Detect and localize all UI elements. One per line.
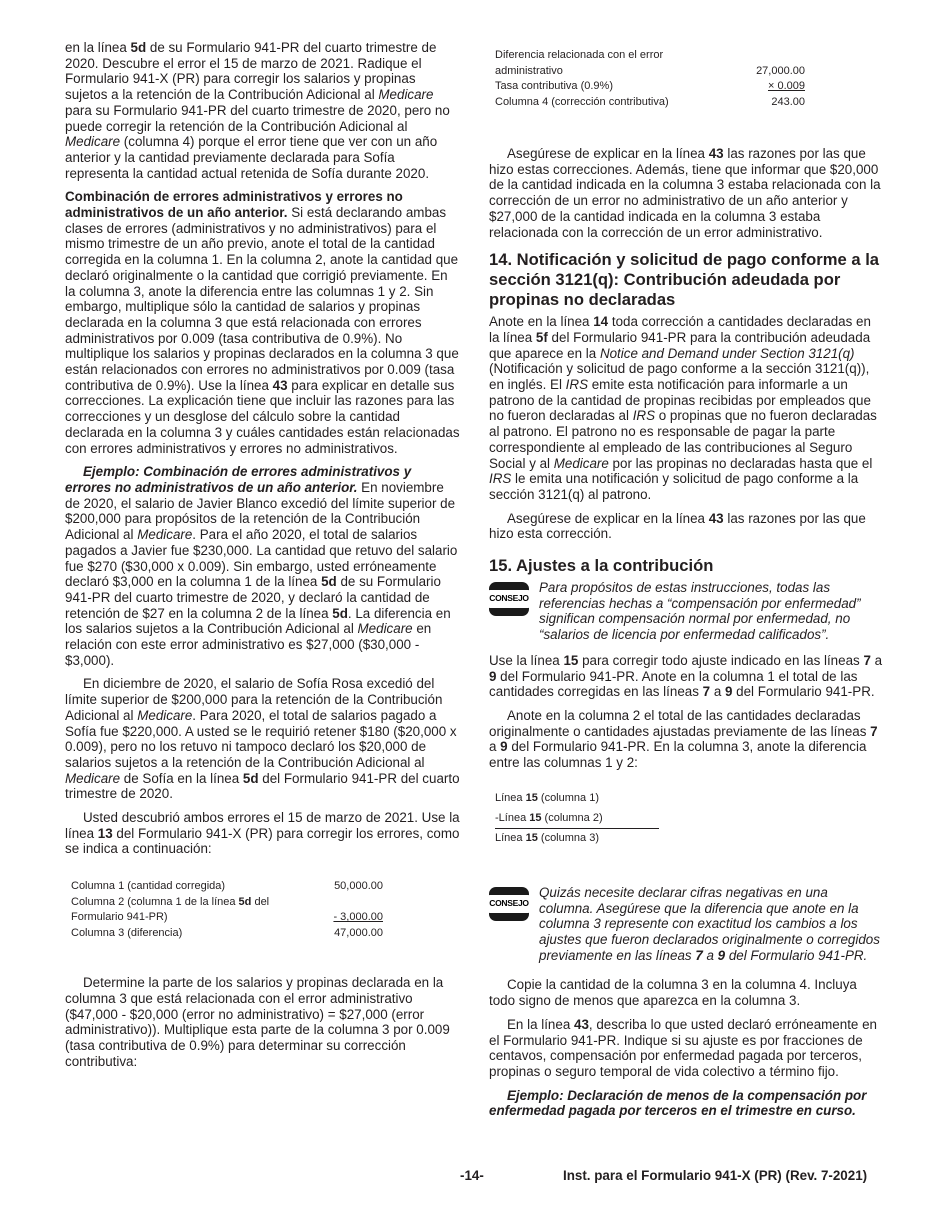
paragraph: en la línea 5d de su Formulario 941-PR del cuarto trimestre de 2020. Descubre el error el 15 de marzo de 2021. Radique el Formulario 941-X (PR) para corregir los salarios y propinas sujetos a la retención de la Contribución Adicional al Medicare para su Formulario 941-PR del cuarto trimestre de 2020, pero no puede corregir la retención de la Contribución Adicional al Medicare (columna 4) porque el error tiene que ver con un año anterior y la cantidad previamente declarada para Sofía representa la cantidad actual retenida de Sofía durante 2020.	[65, 40, 450, 181]
paragraph: Asegúrese de explicar en la línea 43 las razones por las que hizo esta corrección.	[489, 510, 866, 542]
table-cell: Columna 1 (cantidad corregida)	[71, 880, 226, 893]
tax-correction-table	[495, 48, 805, 110]
table-cell: 47,000.00	[334, 926, 383, 939]
table-row	[71, 879, 383, 895]
table-cell: 243.00	[771, 95, 805, 108]
paragraph: Anote en la columna 2 el total de las cantidades declaradas originalmente o cantidades ajustadas previamente de las líneas 7 a 9 del Formulario 941-PR. En la columna 3, anote la diferencia entre las columnas 1 y 2:	[489, 707, 878, 771]
table-cell: 50,000.00	[334, 880, 383, 893]
right-column	[489, 40, 885, 1127]
calculation-table	[71, 879, 383, 941]
table-row	[71, 895, 383, 926]
page-number: -14-	[460, 1168, 484, 1183]
table-cell: - 3,000.00	[333, 911, 383, 924]
table-row	[71, 926, 383, 942]
paragraph-combination: Combinación de errores administrativos y errores no administrativos de un año anterior. Si está declarando ambas clases de errores (administrativos y no administrativos) para el mismo trimestre de un año previo, anote el total de la cantidad corregida en la columna 1. En la columna 2, anote la cantidad que declaró originalmente o la cantidad que corrigió previamente. En la columna 3, anote la diferencia entre las columnas 1 y 2. Sin embargo, multiplique sólo la cantidad de salarios y propinas declarada en la columna 3 que está relacionada con errores administrativos por 0.009 (tasa contributiva de 0.9%). No multiplique los salarios y propinas declarados en la columna 3 que están relacionados con errores no administrativos por 0.009 (tasa contributiva de 0.9%). Use la línea 43 para explicar en detalle sus correcciones. La explicación tiene que incluir las razones para las correcciones y un desglose del cálculo sobre la cantidad declarada en la columna 3 y cuáles cantidades están relacionadas con errores administrativos y errores no administrativos.	[65, 189, 460, 456]
paragraph: En diciembre de 2020, el salario de Sofía Rosa excedió del límite superior de $200,000 para la retención de la Contribución Adicional al Medicare. Para 2020, el total de salarios pagado a Sofía fue $220,000. A usted se le requirió retener $180 ($20,000 x 0.009), pero no los retuvo ni tampoco declaró los $20,000 de salarios sujetos a la retención de la Contribución Adicional al Medicare de Sofía en la línea 5d del Formulario 941-PR del cuarto trimestre de 2020.	[65, 676, 460, 802]
table-row	[495, 809, 659, 829]
table-cell: Tasa contributiva (0.9%)	[495, 80, 613, 92]
tip-box	[489, 885, 885, 964]
left-column	[65, 40, 461, 1077]
paragraph: Asegúrese de explicar en la línea 43 las razones por las que hizo estas correcciones. Además, tiene que informar que $20,000 de la cantidad indicada en la columna 3 estaba relacionada con la corrección de un error no administrativo de un año anterior y $27,000 de la cantidad indicada en la columna 3 estaba relacionada con la corrección de un error administrativo.	[489, 146, 881, 240]
tip-box	[489, 580, 885, 643]
table-cell: × 0.009	[767, 80, 805, 92]
paragraph: Anote en la línea 14 toda corrección a cantidades declaradas en la línea 5f del Formulario 941-PR para la contribución adeudada que aparece en la Notice and Demand under Section 3121(q) (Notificación y solicitud de pago conforme a la sección 3121(q)), en inglés. El IRS emite esta notificación para informarle a un patrono de la cantidad de propinas recibidas por empleados que no fueron declaradas al IRS o propinas que no fueron declaradas al patrono. El patrono no es responsable de pagar la parte correspondiente al empleado de las contribuciones al Seguro Social y al Medicare por las propinas no declaradas hasta que el IRS le emita una notificación y solicitud de pago conforme a la sección 3121(q) al patrono.	[489, 314, 877, 502]
paragraph: Use la línea 15 para corregir todo ajuste indicado en las líneas 7 a 9 del Formulario 941-PR. Anote en la columna 1 el total de las cantidades corregidas en las líneas 7 a 9 del Formulario 941-PR.	[489, 652, 883, 700]
section-14-heading: 14. Notificación y solicitud de pago conforme a la sección 3121(q): Contribución adeudada por propinas no declaradas	[489, 250, 880, 310]
table-cell: 27,000.00	[756, 64, 805, 77]
paragraph: En la línea 43, describa lo que usted declaró erróneamente en el Formulario 941-PR. Indique si su ajuste es por fracciones de centavos, compensación por enfermedad pagada por terceros, propinas o seguro temporal de vida colectivo a término fijo.	[489, 1016, 877, 1079]
example-heading: Ejemplo: Declaración de menos de la compensación por enfermedad pagada por terceros en el trimestre en curso.	[489, 1087, 867, 1119]
table-row	[495, 829, 659, 849]
tip-text: Para propósitos de estas instrucciones, todas las referencias hechas a “compensación por enfermedad” significan compensación normal por enfermedad, no “salarios de licencia por enfermedad calificados”.	[539, 580, 861, 643]
section-15-heading: 15. Ajustes a la contribución	[489, 556, 714, 576]
table-cell: Diferencia relacionada con el error administrativo	[495, 49, 664, 77]
consejo-icon: CONSEJO	[489, 582, 529, 616]
table-row	[495, 79, 805, 95]
line-15-table	[495, 789, 659, 849]
paragraph: Copie la cantidad de la columna 3 en la columna 4. Incluya todo signo de menos que aparezca en la columna 3.	[489, 977, 857, 1009]
table-row	[495, 789, 659, 809]
table-row	[495, 95, 805, 111]
tip-text: Quizás necesite declarar cifras negativas en una columna. Asegúrese que la diferencia que anote en la columna 3 represente con exactitud los cambios a los ajustes que fueron declarados originalmente o corregidos previamente en las líneas 7 a 9 del Formulario 941-PR.	[539, 884, 880, 963]
table-cell: Columna 3 (diferencia)	[71, 926, 183, 939]
table-cell: Columna 4 (corrección contributiva)	[495, 95, 669, 108]
example-paragraph: Ejemplo: Combinación de errores administrativos y errores no administrativos de un año anterior. En noviembre de 2020, el salario de Javier Blanco excedió del límite superior de $200,000 para propósitos de la retención de la Contribución Adicional al Medicare. Para el año 2020, el total de salarios pagados a Javier fue $230,000. La cantidad que retuvo del salario fue $270 ($30,000 x 0.009). Sin embargo, usted erróneamente declaró $3,000 en la columna 1 de la línea 5d de su Formulario 941-PR del cuarto trimestre de 2020, y declaró la cantidad de retención de $27 en la columna 2 de la línea 5d. La diferencia en los salarios sujetos a la Contribución Adicional al Medicare en relación con este error administrativo es $27,000 ($30,000 - $3,000).	[65, 464, 458, 668]
table-cell: Línea 15 (columna 3)	[495, 832, 599, 845]
paragraph: Usted descubrió ambos errores el 15 de marzo de 2021. Use la línea 13 del Formulario 941-X (PR) para corregir los errores, como se indica a continuación:	[65, 810, 460, 857]
consejo-icon: CONSEJO	[489, 887, 529, 921]
table-cell: Línea 15 (columna 1)	[495, 791, 599, 804]
table-cell: -Línea 15 (columna 2)	[495, 809, 659, 829]
paragraph: Determine la parte de los salarios y propinas declarada en la columna 3 que está relacionada con el error administrativo ($47,000 - $20,000 (error no administrativo) = $27,000 (error administrativo)). Multiplique esta parte de la columna 3 por 0.009 (tasa contributiva de 0.9%) para determinar su corrección contributiva:	[65, 975, 450, 1069]
form-title: Inst. para el Formulario 941-X (PR) (Rev. 7-2021)	[563, 1168, 868, 1183]
table-row	[495, 48, 805, 79]
table-cell: Columna 2 (columna 1 de la línea 5d del Formulario 941-PR)	[71, 895, 270, 924]
